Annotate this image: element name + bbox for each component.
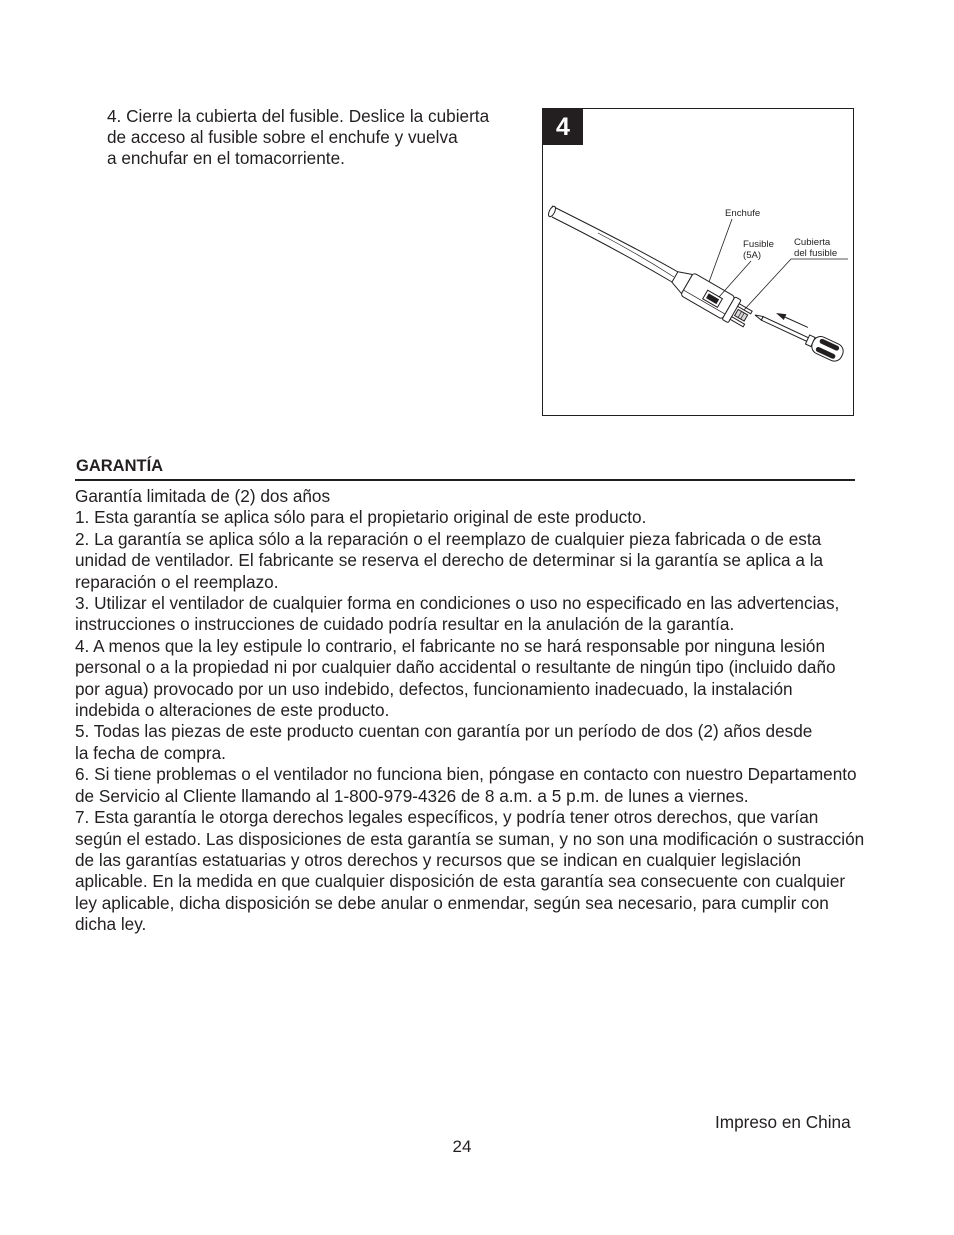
step-text-line: 4. Cierre la cubierta del fusible. Deslice la cubierta [107, 106, 490, 126]
warranty-text-line: la fecha de compra. [75, 742, 226, 763]
leader-line-fuse-cover [744, 259, 848, 310]
label-fuse-cover: Cubierta [794, 237, 831, 248]
warranty-text-line: instrucciones o instrucciones de cuidado podría resultar en la anulación de la garantía. [75, 614, 735, 635]
warranty-subtitle: Garantía limitada de (2) dos años [75, 486, 331, 506]
warranty-text [75, 486, 864, 936]
label-fuse-cover-line2: del fusible [794, 248, 838, 259]
page-number: 24 [452, 1137, 472, 1156]
cord-outline-bottom [552, 217, 672, 282]
warranty-text-line: personal o a la propiedad ni por cualquier daño accidental o resultante de ningún tipo (incluido daño [75, 657, 836, 678]
warranty-text-line: 2. La garantía se aplica sólo a la reparación o el reemplazo de cualquier pieza fabricada o de esta [75, 528, 822, 549]
step-text-line: a enchufar en el tomacorriente. [107, 148, 345, 168]
warranty-text-line: según el estado. Las disposiciones de esta garantía se suman, y no son una modificación o sustracción [75, 828, 865, 849]
step-4-instruction [107, 106, 489, 169]
warranty-text-line: aplicable. En la medida en que cualquier disposición de esta garantía sea consecuente con cualquier [75, 871, 846, 892]
step-text-line: de acceso al fusible sobre el enchufe y vuelva [107, 127, 458, 147]
label-plug: Enchufe [725, 208, 761, 219]
cord-seam [598, 233, 674, 277]
label-fuse: Fusible [743, 239, 774, 250]
warranty-text-line: dicha ley. [75, 914, 147, 935]
figure-4 [542, 108, 854, 416]
heading-divider [75, 479, 855, 481]
leader-line-plug [709, 219, 732, 282]
warranty-text-line: 1. Esta garantía se aplica sólo para el propietario original de este producto. [75, 507, 647, 528]
arrow-shaft [785, 317, 808, 327]
screwdriver [751, 307, 846, 364]
warranty-text-line: ley aplicable, dicha disposición se debe anular o enmendar, según sea necesario, para cumplir con [75, 892, 829, 913]
warranty-text-line: reparación o el reemplazo. [75, 571, 279, 592]
cord-cut-end [547, 205, 557, 218]
figure-number-badge: 4 [543, 109, 583, 145]
cord-outline-top [552, 206, 678, 272]
section-heading-warranty: GARANTÍA [76, 457, 164, 475]
warranty-text-line: 7. Esta garantía le otorga derechos legales específicos, y podría tener otros derechos, que varían [75, 807, 819, 828]
warranty-text-line: unidad de ventilador. El fabricante se reserva el derecho de determinar si la garantía se aplica a la [75, 550, 824, 571]
plug-fuse-illustration [543, 109, 853, 415]
warranty-text-line: 6. Si tiene problemas o el ventilador no funciona bien, póngase en contacto con nuestro Departamento [75, 764, 857, 785]
warranty-text-line: de Servicio al Cliente llamando al 1-800-979-4326 de 8 a.m. a 5 p.m. de lunes a viernes. [75, 785, 749, 806]
printed-in-note: Impreso en China [715, 1112, 851, 1132]
warranty-text-line: indebida o alteraciones de este producto. [75, 700, 390, 721]
warranty-text-line: 5. Todas las piezas de este producto cuentan con garantía por un período de dos (2) años desde [75, 721, 813, 742]
leader-line-fuse [719, 261, 751, 297]
warranty-text-line: 4. A menos que la ley estipule lo contrario, el fabricante no se hará responsable por ninguna lesión [75, 635, 826, 656]
warranty-text-line: de las garantías estatuarias y otros derechos y recursos que se indican en cualquier legislación [75, 849, 802, 870]
screwdriver-shaft [761, 317, 808, 342]
arrow-head [775, 310, 787, 320]
warranty-text-line: 3. Utilizar el ventilador de cualquier forma en condiciones o uso no especificado en las advertencias, [75, 593, 840, 614]
label-fuse-rating: (5A) [743, 250, 762, 261]
power-cord [552, 206, 678, 282]
warranty-text-line: por agua) provocado por un uso indebido, defectos, funcionamiento inadecuado, la instalación [75, 678, 793, 699]
